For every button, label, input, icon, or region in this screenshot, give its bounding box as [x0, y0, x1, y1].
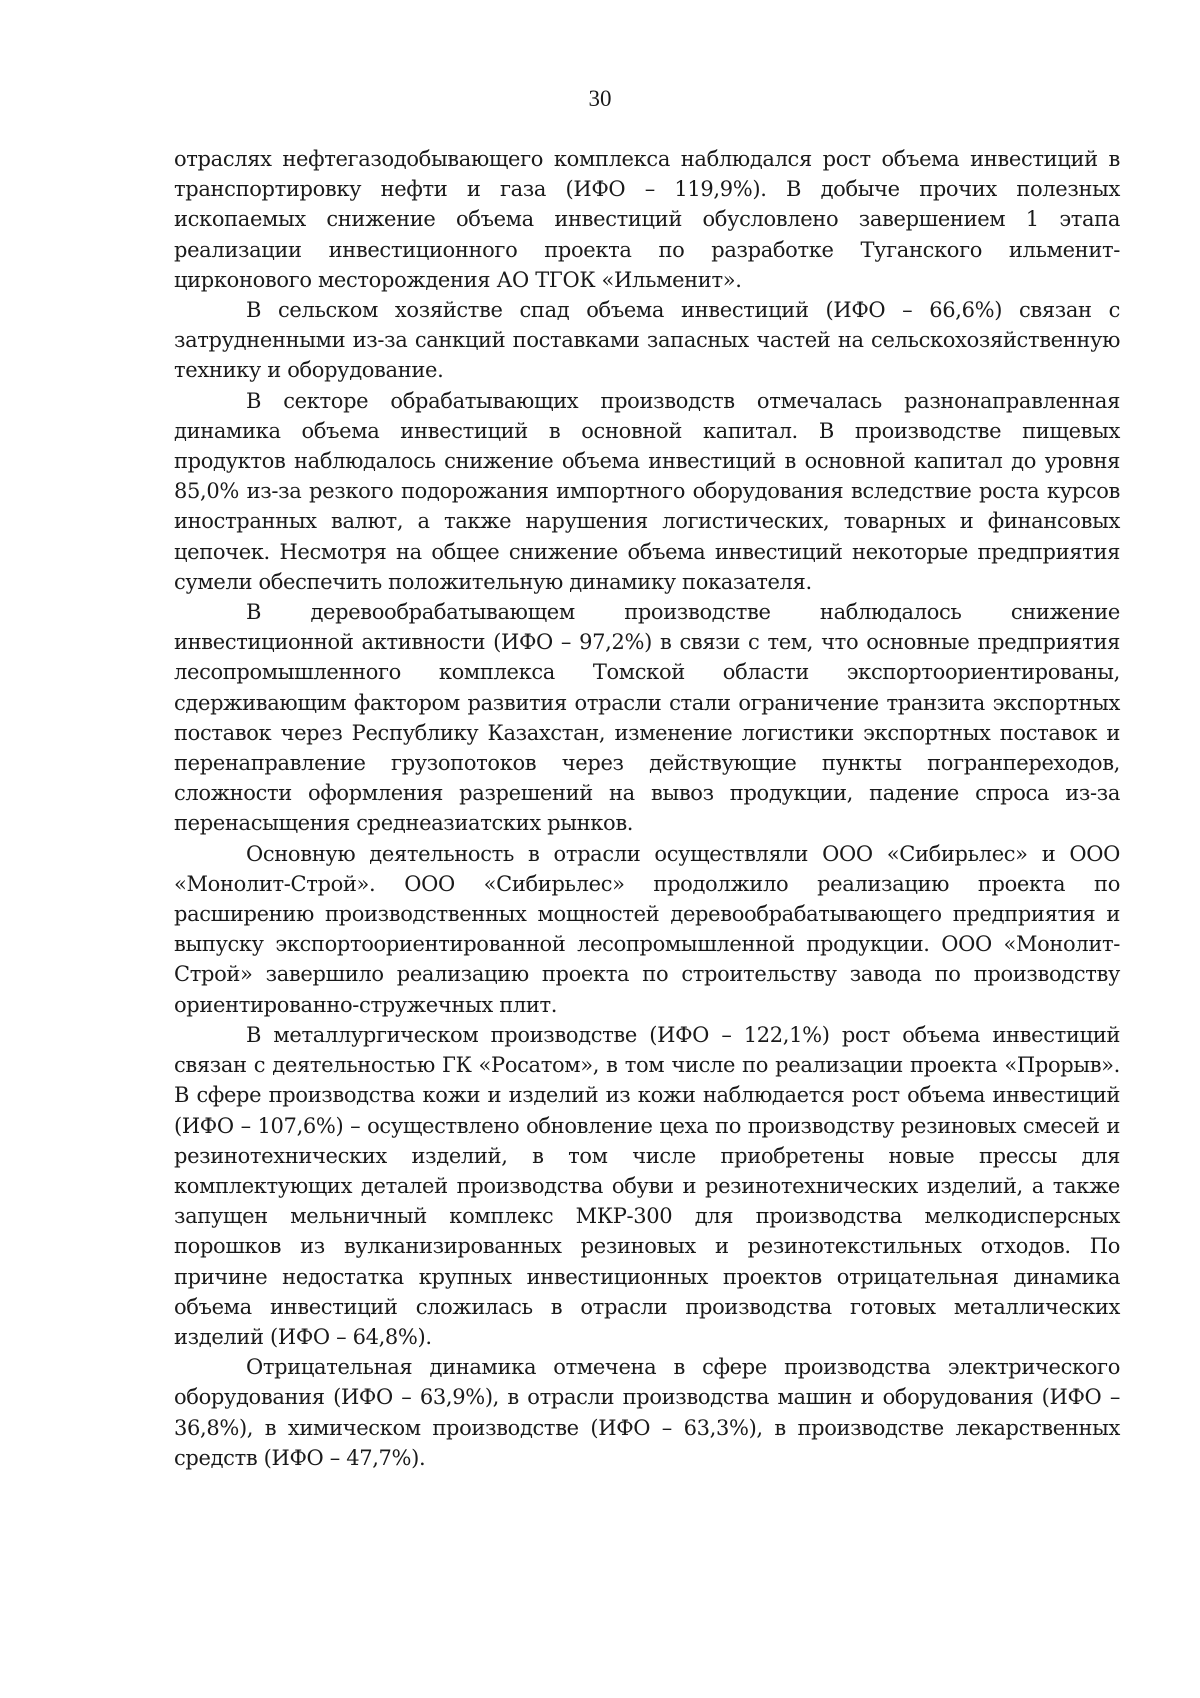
paragraph-mining-continuation: отраслях нефтегазодобывающего комплекса наблюдался рост объема инвестиций в транспортировку нефти и газа (ИФО – 119,9%). В добыче прочих полезных ископаемых снижение объема инвестиций обусловлено завершением 1 этапа реализации инвестиционного проекта по разработке Туганского ильменит-цирконового месторождения АО ТГОК «Ильменит».: [174, 147, 1120, 292]
paragraph-agriculture: В сельском хозяйстве спад объема инвестиций (ИФО – 66,6%) связан с затрудненными из-за санкций поставками запасных частей на сельскохозяйственную технику и оборудование.: [174, 298, 1120, 383]
paragraph-woodworking: В деревообрабатывающем производстве наблюдалось снижение инвестиционной активности (ИФО – 97,2%) в связи с тем, что основные предприятия лесопромышленного комплекса Томской области экспортоориентированы, сдерживающим фактором развития отрасли стали ограничение транзита экспортных поставок через Республику Казахстан, изменение логистики экспортных поставок и перенаправление грузопотоков через действующие пункты погранпереходов, сложности оформления разрешений на вывоз продукции, падение спроса из-за перенасыщения среднеазиатских рынков.: [174, 600, 1120, 836]
paragraph-negative-dynamics: Отрицательная динамика отмечена в сфере производства электрического оборудования (ИФО – 63,9%), в отрасли производства машин и оборудования (ИФО – 36,8%), в химическом производстве (ИФО – 63,3%), в производстве лекарственных средств (ИФО – 47,7%).: [174, 1355, 1120, 1470]
paragraph-metallurgy: В металлургическом производстве (ИФО – 122,1%) рост объема инвестиций связан с деятельностью ГК «Росатом», в том числе по реализации проекта «Прорыв». В сфере производства кожи и изделий из кожи наблюдается рост объема инвестиций (ИФО – 107,6%) – осуществлено обновление цеха по производству резиновых смесей и резинотехнических изделий, в том числе приобретены новые прессы для комплектующих деталей производства обуви и резинотехнических изделий, а также запущен мельничный комплекс МКР-300 для производства мелкодисперсных порошков из вулканизированных резиновых и резинотекстильных отходов. По причине недостатка крупных инвестиционных проектов отрицательная динамика объема инвестиций сложилась в отрасли производства готовых металлических изделий (ИФО – 64,8%).: [174, 1022, 1120, 1349]
paragraph-companies: Основную деятельность в отрасли осуществляли ООО «Сибирьлес» и ООО «Монолит-Строй». ООО «Сибирьлес» продолжило реализацию проекта по расширению производственных мощностей деревообрабатывающего предприятия и выпуску экспортоориентированной лесопромышленной продукции. ООО «Монолит-Строй» завершило реализацию проекта по строительству завода по производству ориентированно-стружечных плит.: [174, 841, 1120, 1017]
paragraph-manufacturing: В секторе обрабатывающих производств отмечалась разнонаправленная динамика объема инвестиций в основной капитал. В производстве пищевых продуктов наблюдалось снижение объема инвестиций в основной капитал до уровня 85,0% из-за резкого подорожания импортного оборудования вследствие роста курсов иностранных валют, а также нарушения логистических, товарных и финансовых цепочек. Несмотря на общее снижение объема инвестиций некоторые предприятия сумели обеспечить положительную динамику показателя.: [174, 388, 1120, 594]
document-body: [174, 144, 1120, 1473]
page-number: 30: [588, 86, 612, 111]
